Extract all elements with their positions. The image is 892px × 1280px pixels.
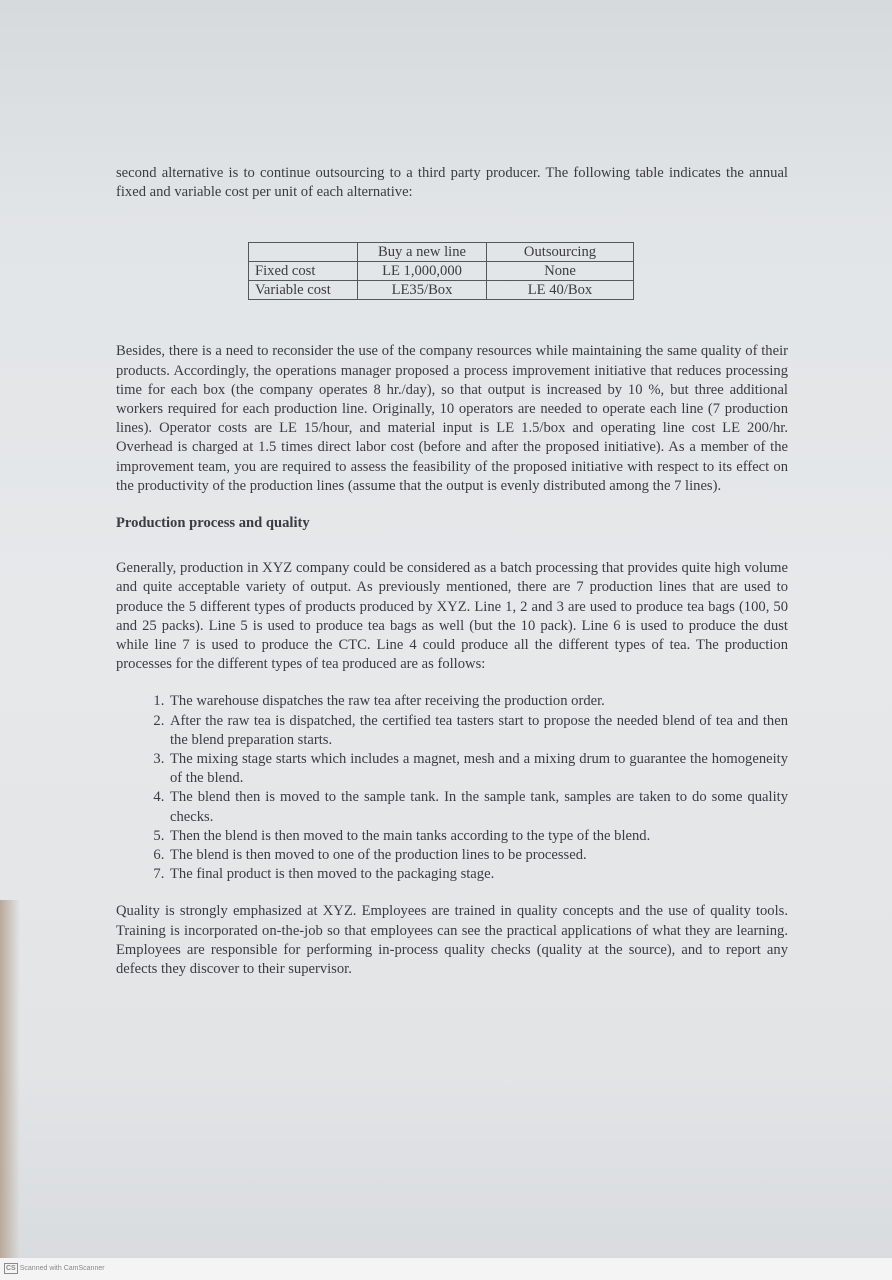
intro-paragraph: second alternative is to continue outsourcing to a third party producer. The following table indicates the annual fixed and variable cost per unit of each alternative:: [116, 165, 788, 201]
besides-paragraph: Besides, there is a need to reconsider the use of the company resources while maintaining the same quality of their products. Accordingly, the operations manager proposed a process improvement initiative that reduces processing time for each box (the company operates 8 hr./day), so that output is increased by 10 %, but three additional workers required for each production line. Originally, 10 operators are needed to operate each line (7 production lines). Operator costs are LE 15/hour, and material input is LE 1.5/box and operating line cost LE 200/hr. Overhead is charged at 1.5 times direct labor cost (before and after the proposed initiative). As a member of the improvement team, you are required to assess the feasibility of the proposed initiative with respect to its effect on the productivity of the production lines (assume that the output is evenly distributed among the 7 lines).: [116, 343, 788, 494]
table-cell: None: [487, 262, 634, 281]
table-cell: LE 40/Box: [487, 281, 634, 300]
camscanner-logo-icon: CS: [6, 1265, 16, 1272]
table-row: [249, 262, 634, 281]
list-item: 6. The blend is then moved to one of the production lines to be processed.: [168, 846, 788, 865]
scanner-footer: [0, 1258, 892, 1280]
process-steps-list: [116, 692, 788, 884]
table-header-row: [249, 243, 634, 262]
document-body: [116, 164, 788, 979]
page-edge-shadow: [0, 900, 20, 1258]
camscanner-watermark: [4, 1263, 105, 1274]
camscanner-text: Scanned with CamScanner: [19, 1265, 105, 1272]
production-paragraph: Generally, production in XYZ company could be considered as a batch processing that provides quite high volume and quite acceptable variety of output. As previously mentioned, there are 7 production lines that are used to produce the 5 different types of products produced by XYZ. Line 1, 2 and 3 are used to produce tea bags (100, 50 and 25 packs). Line 5 is used to produce tea bags as well (but the 10 pack). Line 6 is used to produce the dust while line 7 is used to produce the CTC. Line 4 could produce all the different types of tea. The production processes for the different types of tea produced are as follows:: [116, 560, 788, 673]
table-header-buy-new-line: Buy a new line: [358, 243, 487, 262]
cost-table: [248, 242, 634, 300]
list-item: 3. The mixing stage starts which includes a magnet, mesh and a mixing drum to guarantee the homogeneity of the blend.: [168, 750, 788, 788]
section-heading: Production process and quality: [116, 515, 310, 532]
list-item: 2. After the raw tea is dispatched, the certified tea tasters start to propose the needed blend of tea and then the blend preparation starts.: [168, 712, 788, 750]
table-corner-cell: [249, 243, 358, 262]
list-item: 7. The final product is then moved to the packaging stage.: [168, 865, 788, 884]
table-row-label: Fixed cost: [249, 262, 358, 281]
table-cell: LE35/Box: [358, 281, 487, 300]
list-item: 5. Then the blend is then moved to the main tanks according to the type of the blend.: [168, 827, 788, 846]
list-item: 4. The blend then is moved to the sample tank. In the sample tank, samples are taken to do some quality checks.: [168, 788, 788, 826]
list-item: 1. The warehouse dispatches the raw tea after receiving the production order.: [168, 692, 788, 711]
quality-paragraph: Quality is strongly emphasized at XYZ. Employees are trained in quality concepts and the use of quality tools. Training is incorporated on-the-job so that employees can see the practical applications of what they are learning. Employees are responsible for performing in-process quality checks (quality at the source), and to report any defects they discover to their supervisor.: [116, 903, 788, 978]
table-row: [249, 281, 634, 300]
table-row-label: Variable cost: [249, 281, 358, 300]
table-cell: LE 1,000,000: [358, 262, 487, 281]
table-header-outsourcing: Outsourcing: [487, 243, 634, 262]
